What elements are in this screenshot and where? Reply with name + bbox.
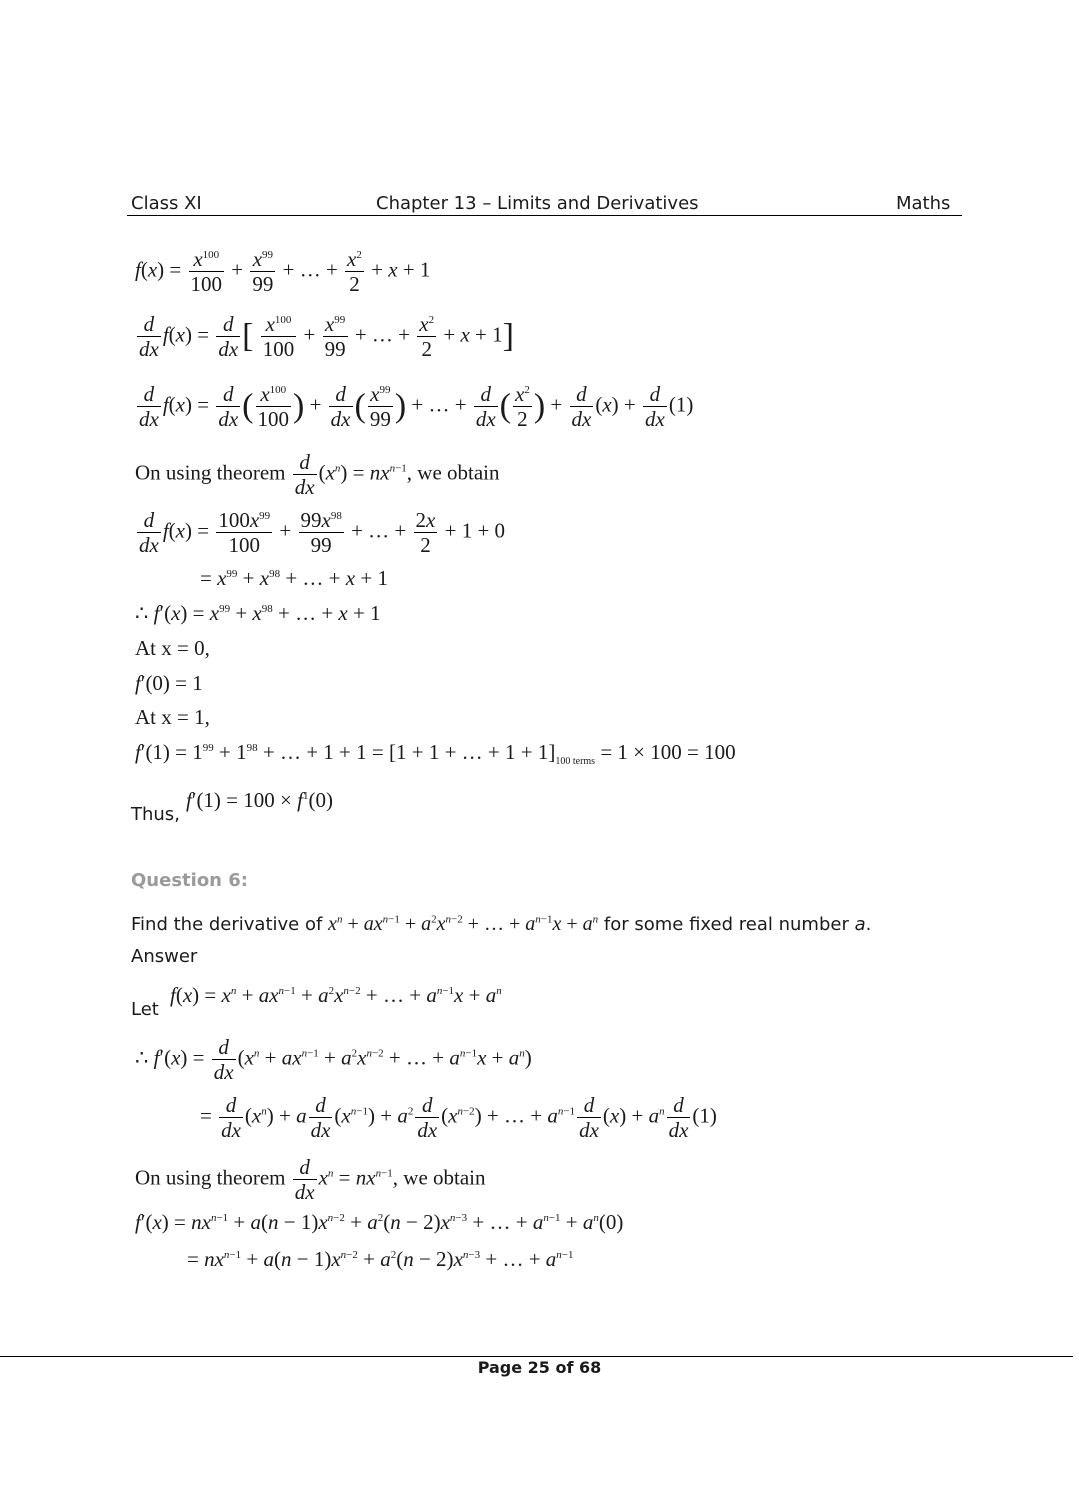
theorem-suffix: , we obtain xyxy=(406,460,500,485)
hundred-terms-label: 100 terms xyxy=(555,756,596,768)
prompt-suffix: for some fixed real number xyxy=(603,914,849,935)
question-prompt: Find the derivative of $x^n + ax^{n-1} + a^2x^{n-2}$ + … + $a^{n-1}x + a^n$ for some fixed real number a. xyxy=(131,913,872,935)
theorem-line-2: On using theorem $\frac{d}{dx}$ $x^n = nx^{n-1}$, we obtain xyxy=(135,1155,486,1205)
thus-equation: $f'(1) = 100 \times f^1(0)$ xyxy=(186,788,333,812)
equation-7: ∴ $f'(x) = x^{99} + x^{98}$ + … + x + 1 xyxy=(135,601,381,625)
let-equation: $f(x) = x^n + ax^{n-1} + a^2x^{n-2}$ + … + $a^{n-1}x + a^n$ xyxy=(170,983,502,1007)
header-rule xyxy=(127,215,962,216)
answer-label: Answer xyxy=(131,946,198,967)
equation-6: = $x^{99} + x^{98}$ + … + x + 1 xyxy=(200,566,388,590)
at-x-0: At x = 0, xyxy=(135,636,210,660)
q6-equation-5: = $nx^{n-1} + a(n - 1)x^{n-2} + a^2(n - 2)x^{n-3}$ + … + $a^{n-1}$ xyxy=(187,1247,574,1271)
f-prime-1: $f'(1) = 1^{99} + 1^{98}$ + … + 1 + 1 = [1 + 1 + … + $1 + 1]_{100 terms} = 1 \times 100 = 100$ xyxy=(135,740,736,768)
equation-3: $\frac{d}{dx}$ f(x) = $\frac{d}{dx}$ ( $\frac{x^{100}}{100}$ ) + $\frac{d}{dx}$ ( $\frac{x^{99}}{99}$ ) + … + $\frac{d}{dx}$ ( $\frac{x^2}{2}$ ) + $\frac{d}{dx}$ (x) + $\frac{d}{dx}$ (1) xyxy=(139,382,694,432)
question-title: Question 6: xyxy=(131,870,248,891)
thus-label: Thus, xyxy=(131,804,180,825)
let-label: Let xyxy=(131,999,159,1020)
theorem-prefix: On using theorem xyxy=(135,460,286,485)
footer-rule xyxy=(0,1356,1073,1357)
theorem-prefix-2: On using theorem xyxy=(135,1165,286,1190)
q6-equation-3: = $\frac{d}{dx}$ $(x^n) + a$ $\frac{d}{dx}$ $(x^{n-1}) + a^2$ $\frac{d}{dx}$ $(x^{n-2})$ + … + $a^{n-1}$ $\frac{d}{dx}$ $(x) + a^n$ $\frac{d}{dx}$ (1) xyxy=(200,1093,717,1143)
theorem-line-1: On using theorem $\frac{d}{dx}$ $(x^n) = nx^{n-1}$, we obtain xyxy=(135,450,500,500)
q6-equation-2: ∴ f′(x) = $\frac{d}{dx}$ ($x^n + ax^{n-1} + a^2x^{n-2}$ + … + $a^{n-1}x + a^n$) xyxy=(135,1035,532,1085)
at-x-1: At x = 1, xyxy=(135,705,210,729)
header-class: Class XI xyxy=(131,193,202,214)
theorem-suffix-2: , we obtain xyxy=(392,1165,486,1190)
equation-2: $\frac{d}{dx}$ f(x) = $\frac{d}{dx}$ [ $\frac{x^{100}}{100}$ + $\frac{x^{99}}{99}$ + … + $\frac{x^2}{2}$ + x + 1] xyxy=(139,312,514,362)
f-prime-0: f′(0) = 1 xyxy=(135,671,203,695)
header-chapter: Chapter 13 – Limits and Derivatives xyxy=(376,193,699,214)
prompt-variable: a xyxy=(854,914,866,935)
page-number: Page 25 of 68 xyxy=(477,1358,602,1377)
q6-equation-4: $f'(x) = nx^{n-1} + a(n - 1)x^{n-2} + a^2(n - 2)x^{n-3}$ + … + $a^{n-1} + a^n(0)$ xyxy=(135,1210,624,1234)
equation-1: f(x) = $\frac{x^{100}}{100}$ + $\frac{x^{99}}{99}$ + … + $\frac{x^2}{2}$ + x + 1 xyxy=(135,247,431,297)
header-subject: Maths xyxy=(896,193,951,214)
equation-5: $\frac{d}{dx}$ f(x) = $\frac{100x^{99}}{100}$ + $\frac{99x^{98}}{99}$ + … + $\frac{2x}{2}$ + 1 + 0 xyxy=(139,508,506,558)
prompt-prefix: Find the derivative of xyxy=(131,914,323,935)
prompt-expression: $x^n + ax^{n-1} + a^2x^{n-2}$ + … + $a^{n-1}x + a^n$ xyxy=(328,913,599,935)
